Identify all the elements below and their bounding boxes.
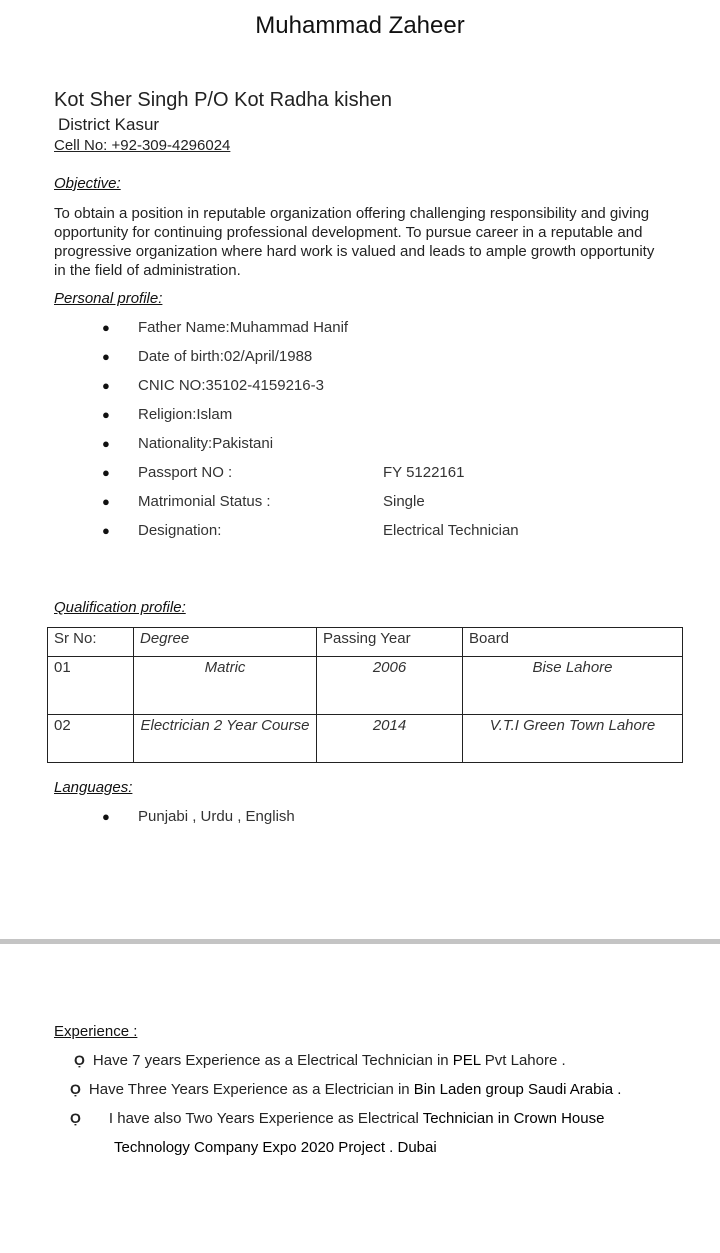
bullet-icon: ● <box>102 320 110 335</box>
objective-heading: Objective: <box>54 175 121 192</box>
personal-item-religion <box>0 406 720 426</box>
list-marker-icon: Ọ <box>70 1081 81 1097</box>
column-header-board: Board <box>463 628 683 657</box>
cell-year: 2006 <box>317 657 463 715</box>
personal-item-nationality <box>0 435 720 455</box>
personal-item-label: Nationality:Pakistani <box>138 435 274 452</box>
personal-item-label: Father Name:Muhammad Hanif <box>138 319 349 336</box>
personal-item-dob <box>0 348 720 368</box>
language-item <box>0 808 720 828</box>
personal-item-designation <box>0 522 720 542</box>
bullet-icon: ● <box>102 378 110 393</box>
personal-item-value: FY 5122161 <box>383 464 465 481</box>
personal-profile-heading: Personal profile: <box>54 290 163 307</box>
list-marker-icon: Ọ <box>74 1052 85 1068</box>
table-header-row <box>48 628 683 657</box>
cell-sr: 02 <box>48 715 134 763</box>
cell-year: 2014 <box>317 715 463 763</box>
bullet-icon: ● <box>102 523 110 538</box>
table-row <box>48 715 683 763</box>
experience-item <box>70 1081 621 1098</box>
column-header-degree: Degree <box>134 628 317 657</box>
bullet-icon: ● <box>102 494 110 509</box>
cell-degree: Matric <box>134 657 317 715</box>
bullet-icon: ● <box>102 809 110 824</box>
experience-continuation: Technology Company Expo 2020 Project . Dubai <box>114 1139 437 1156</box>
personal-item-matrimonial <box>0 493 720 513</box>
personal-item-label: Passport NO : <box>138 464 233 481</box>
experience-item <box>70 1110 604 1127</box>
bullet-icon: ● <box>102 465 110 480</box>
experience-text: Have 7 years Experience as a Electrical Technician in <box>92 1052 453 1069</box>
cell-sr: 01 <box>48 657 134 715</box>
candidate-name: Muhammad Zaheer <box>255 12 465 39</box>
cell-board: V.T.I Green Town Lahore <box>463 715 683 763</box>
page-divider <box>0 939 720 944</box>
qualification-table <box>47 627 683 763</box>
personal-item-value: Electrical Technician <box>383 522 519 539</box>
personal-item-label: Designation: <box>138 522 222 539</box>
experience-text: Have Three Years Experience as a Electrician in <box>88 1081 414 1098</box>
experience-text: I have also Two Years Experience as Electrical <box>108 1110 423 1127</box>
cell-degree: Electrician 2 Year Course <box>134 715 317 763</box>
personal-item-label: Date of birth:02/April/1988 <box>138 348 313 365</box>
address-line-2: District Kasur <box>58 115 160 134</box>
languages-heading: Languages: <box>54 779 133 796</box>
address-line-1: Kot Sher Singh P/O Kot Radha kishen <box>54 89 392 111</box>
personal-item-cnic <box>0 377 720 397</box>
personal-item-label: CNIC NO:35102-4159216-3 <box>138 377 324 394</box>
experience-tail: Pvt Lahore . <box>480 1052 566 1069</box>
experience-item <box>74 1052 566 1069</box>
qualification-heading: Qualification profile: <box>54 599 186 616</box>
bullet-icon: ● <box>102 436 110 451</box>
column-header-sr: Sr No: <box>48 628 134 657</box>
table-row <box>48 657 683 715</box>
personal-item-passport <box>0 464 720 484</box>
personal-item-label: Religion:Islam <box>138 406 233 423</box>
experience-employer: Bin Laden group Saudi Arabia . <box>413 1081 622 1098</box>
experience-heading: Experience : <box>54 1023 138 1040</box>
personal-item-father <box>0 319 720 339</box>
objective-text: To obtain a position in reputable organization offering challenging responsibility and giving opportunity for continuing professional development. To pursue career in a reputable and progressive organization where hard work is valued and leads to ample growth opportunity in the field of administration. <box>54 205 655 279</box>
experience-employer: Technician in Crown House <box>422 1110 605 1127</box>
list-marker-icon: Ọ <box>70 1110 81 1126</box>
personal-item-value: Single <box>383 493 425 510</box>
bullet-icon: ● <box>102 407 110 422</box>
language-list: Punjabi , Urdu , English <box>138 808 295 825</box>
bullet-icon: ● <box>102 349 110 364</box>
column-header-year: Passing Year <box>317 628 463 657</box>
experience-employer: PEL <box>452 1052 481 1069</box>
cell-number: Cell No: +92-309-4296024 <box>54 137 231 154</box>
personal-item-label: Matrimonial Status : <box>138 493 271 510</box>
cell-board: Bise Lahore <box>463 657 683 715</box>
